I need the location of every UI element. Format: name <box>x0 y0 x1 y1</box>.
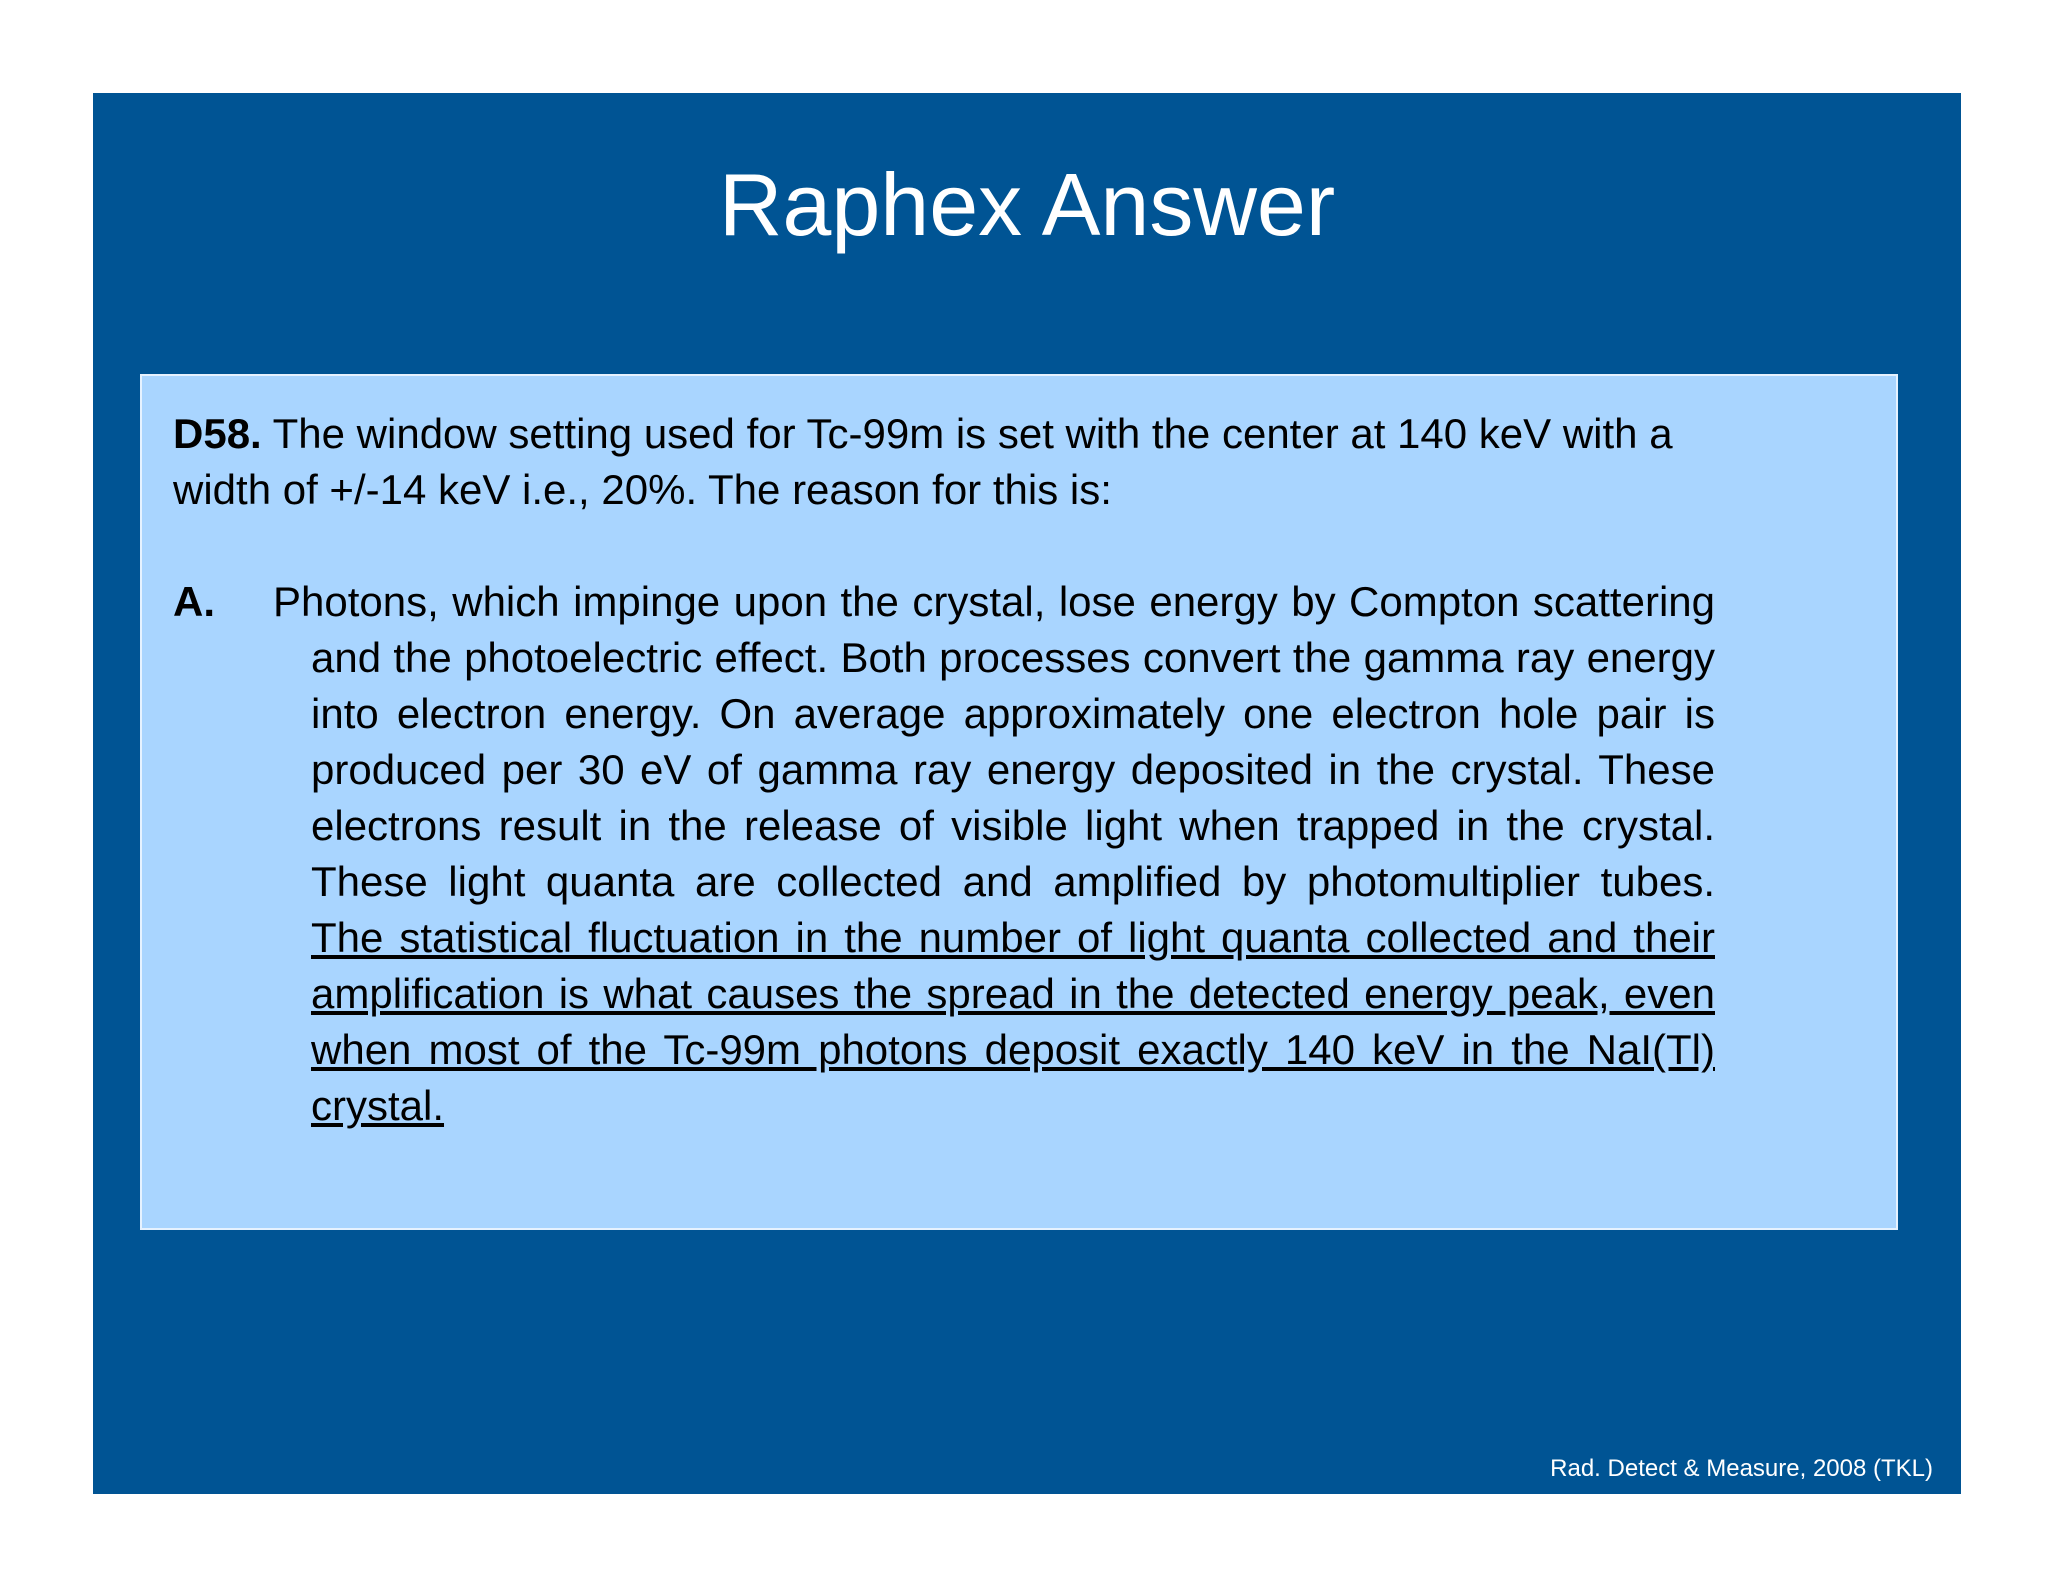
answer-text <box>173 574 1715 1134</box>
question-text <box>173 406 1715 518</box>
answer-box <box>140 374 1898 1230</box>
question-body: The window setting used for Tc-99m is set with the center at 140 keV with a width of +/-14 keV i.e., 20%. The reason for this is: <box>173 410 1673 513</box>
slide-title: Raphex Answer <box>718 155 1336 254</box>
question-number: D58. <box>173 410 262 457</box>
answer-underlined-explanation: The statistical fluctuation in the number of light quanta collected and their amplification is what causes the spread in the detected energy peak, even when most of the Tc-99m photons deposit exactly 140 keV in the NaI(Tl) crystal. <box>311 914 1715 1129</box>
slide <box>93 93 1961 1494</box>
answer-body: Photons, which impinge upon the crystal, lose energy by Compton scattering and the photoelectric effect. Both processes convert the gamma ray energy into electron energy. On average approximately one electron hole pair is produced per 30 eV of gamma ray energy deposited in the crystal. These electrons result in the release of visible light when trapped in the crystal. These light quanta are collected and amplified by photomultiplier tubes. <box>273 578 1715 905</box>
answer-letter: A. <box>173 578 215 625</box>
footer-citation: Rad. Detect & Measure, 2008 (TKL) <box>1550 1455 1933 1482</box>
answer-box-content <box>173 406 1715 1134</box>
